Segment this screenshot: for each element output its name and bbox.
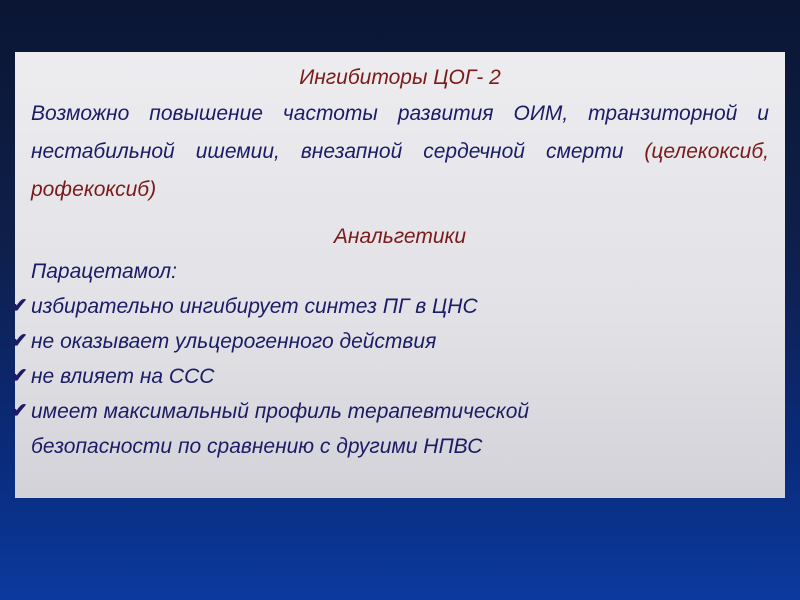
content-panel: [11, 52, 785, 498]
bullet-text: не оказывает ульцерогенного действия: [31, 330, 437, 353]
paragraph-drug-examples: (целекоксиб, рофекоксиб): [31, 140, 769, 201]
checkmark-icon: ✔: [11, 365, 28, 387]
checkmark-icon: ✔: [11, 400, 28, 422]
checkmark-icon: ✔: [11, 330, 28, 352]
checkmark-icon: ✔: [11, 295, 28, 317]
heading-cox2-inhibitors: Ингибиторы ЦОГ- 2: [299, 66, 501, 89]
bullet-item: [11, 394, 769, 429]
bullet-item: [11, 324, 769, 359]
bullet-text: не влияет на ССС: [31, 365, 215, 388]
paragraph-risk: [31, 95, 769, 209]
bullet-item: [11, 359, 769, 394]
bullet-text: избирательно ингибирует синтез ПГ в ЦНС: [31, 295, 478, 318]
bullet-text: имеет максимальный профиль терапевтической: [31, 400, 530, 423]
paragraph-risk-text: Возможно повышение частоты развития ОИМ, транзиторной и нестабильной ишемии, внезапной сердечной смерти: [31, 102, 769, 163]
subheading-paracetamol: Парацетамол:: [31, 260, 177, 283]
bullet-continuation: безопасности по сравнению с другими НПВС: [31, 435, 483, 458]
bullet-item: [11, 289, 769, 324]
heading-analgesics: Анальгетики: [333, 225, 467, 248]
spacer: [31, 209, 769, 219]
